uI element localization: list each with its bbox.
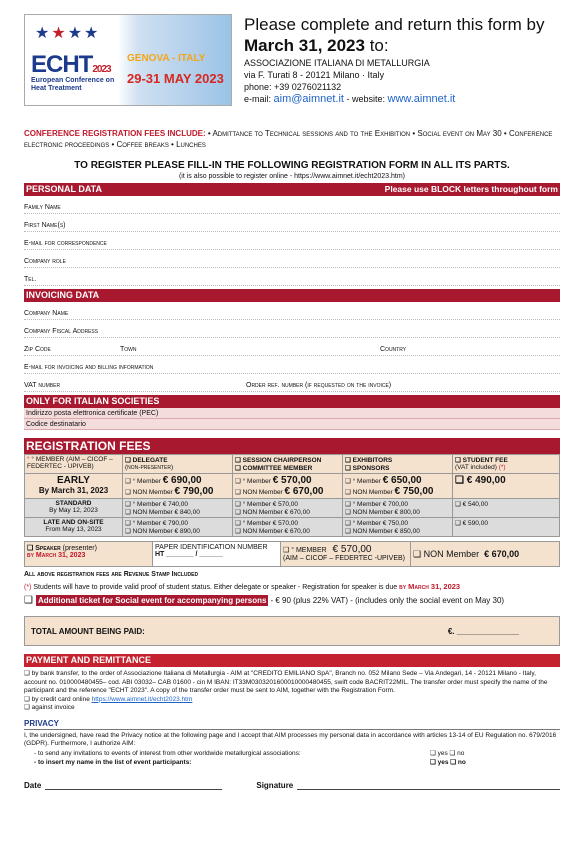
additional-ticket[interactable]: ❑ Additional ticket for Social event for accompanying persons - € 90 (plus 22% VAT) - (includes only the social event on May 30) (24, 595, 505, 606)
total-amount-field[interactable]: €. ______________ (447, 626, 519, 636)
pec-field[interactable]: Indirizzo posta elettronica certificate (PEC) (24, 408, 560, 419)
tel-field[interactable]: Tel. (24, 268, 560, 286)
signature-row: Date Signature (24, 781, 560, 790)
total-amount: TOTAL AMOUNT BEING PAID: €. ______________ (24, 616, 560, 646)
instruction-sub: (it is also possible to register online - https://www.aimnet.it/echt2023.htm) (178, 173, 406, 180)
payment-section (24, 654, 560, 713)
echt-logo: ★★★★ ECHT2023 European Conference on Heat Treatment GENOVA - ITALY 29-31 MAY 2023 (24, 14, 232, 106)
date-field[interactable] (45, 781, 222, 790)
privacy-option-invitations[interactable]: - to send any invitations to events of interest from other worldwide metallurgical associations: ❑ yes ❑ no (34, 749, 465, 757)
speaker-row: ❑ Speaker (presenter) by March 31, 2023 PAPER IDENTIFICATION NUMBER HT _______ / ______ ❑ ° MEMBER € 570,00 (AIM – CICOF – FEDERTEC -UPIVEB) ❑ NON Member € 670,00 (24, 541, 560, 567)
paper-id-field[interactable]: HT _______ / ______ (155, 551, 223, 558)
speaker-checkbox[interactable]: ❑ Speaker (presenter) by March 31, 2023 (25, 542, 153, 566)
family-name-field[interactable]: Family Name (24, 196, 560, 214)
stars-icon: ★★★★ (35, 25, 101, 42)
speaker-member-checkbox[interactable]: ❑ ° MEMBER € 570,00 (AIM – CICOF – FEDERTEC -UPIVEB) (281, 542, 411, 566)
bank-transfer-option[interactable]: ❑ by bank transfer, to the order of Associazione Italiana di Metallurgia - AIM at "CREDITO EMILIANO SpA", Branch no. 052 Milano Sede – Via Andegari, 14 - 20121 Milano - Italy, account no. 010000480455– cod. ABI 03032– CAB 01600 - cin M IBAN: IT33M0303201600010000480455, swift code BACRIT22MIL. The transfer order must specify the name of the participant and the reference "ECHT 2023". A copy of the transfer order must be sent to AIM, together with the Registration Form. (24, 670, 548, 694)
company-name-field[interactable]: Company Name (24, 302, 560, 320)
deadline: March 31, 2023 (244, 36, 365, 55)
privacy-option-list[interactable]: - to insert my name in the list of event participants: ❑ yes ❑ no (34, 758, 466, 766)
credit-card-link[interactable]: https://www.aimnet.it/echt2023.htm (91, 695, 193, 703)
student-checkbox[interactable]: ❑ STUDENT FEE (VAT included) (*) (453, 455, 560, 474)
email-field[interactable]: E-mail for correspondence (24, 232, 560, 250)
codice-field[interactable]: Codice destinatario (24, 419, 560, 430)
privacy-section: PRIVACY I, the undersigned, have read the Privacy notice at the following page and I accept that AIM processes my personal data in accordance with articles 13-14 of EU Regulation no. 679/2016 (GDPR). Furthermore, I authorize AIM: - to send any invitations to events of interest from other worldwide metallurgical associations: ❑ yes ❑ no - to insert my name in the list of event participants: ❑ yes ❑ no (24, 719, 560, 767)
first-name-field[interactable]: First Name(s) (24, 214, 560, 232)
invoicing-header: INVOICING DATA (24, 289, 560, 302)
instruction: TO REGISTER PLEASE FILL-IN THE FOLLOWING REGISTRATION FORM IN ALL ITS PARTS. (74, 160, 510, 171)
zip-town-country-field[interactable]: Zip Code Town Country (24, 338, 560, 356)
fees-row-late: LATE AND ON-SITE From May 13, 2023 ❑ ° Member € 790,00 ❑ NON Member € 890,00 ❑ ° Member € 570,00 ❑ NON Member € 670,00 ❑ ° Member € 750,00 ❑ NON Member € 850,00 ❑ € 590,00 (25, 518, 560, 537)
credit-card-option[interactable]: ❑ by credit card online https://www.aimnet.it/echt2023.htm (24, 695, 193, 703)
speaker-non-member-checkbox[interactable]: ❑ NON Member € 670,00 (413, 548, 520, 559)
website-link[interactable]: www.aimnet.it (387, 93, 456, 105)
payment-header: PAYMENT AND REMITTANCE (24, 654, 560, 667)
personal-data-header: PERSONAL DATA Please use BLOCK letters throughout form (26, 184, 558, 194)
registration-fees-header: REGISTRATION FEES (24, 438, 560, 454)
contact-info: Please complete and return this form by March 31, 2023 to: ASSOCIAZIONE ITALIANA DI METALLURGIA via F. Turati 8 - 20121 Milano · Italy phone: +39 0276021132 e-mail: aim@aimnet.it - website: www.aimnet.it (244, 15, 545, 105)
company-role-field[interactable]: Company role (24, 250, 560, 268)
fees-table: ° ° MEMBER (AIM – CICOF – FEDERTEC - UPIVEB) ❑ DELEGATE (non-presenter) ❑ SESSION CHAIRPERSON ❑ COMMITTEE MEMBER ❑ EXHIBITORS ❑ SPONSORS ❑ STUDENT FEE (VAT included) (*) EARLY By March 31, 2023 ❑ ° Member € 690,00 ❑ NON Member € 790,00 ❑ ° Member € 570,00 ❑ NON Member € 670,00 ❑ ° Member € 650,00 ❑ NON Member € 750,00 ❑ € 490,00 STANDARD By May 12, 2023 ❑ ° Member € 740,00 ❑ NON Member € 840,00 ❑ ° Member € 570,00 ❑ NON Member € 670,00 ❑ ° Member € 700,00 ❑ NON Member € 800,00 ❑ € 540,00 LATE AND ON-SITE From May 13, 2023 ❑ ° Member € 790,00 ❑ NON Member € 890,00 ❑ ° Member € 570,00 ❑ NON Member € 670,00 ❑ ° Member € 750,00 ❑ NON Member € 850,00 ❑ € 590,00 (24, 454, 560, 537)
stamp-note: All above registration fees are Revenue Stamp Included (24, 571, 199, 578)
fiscal-address-field[interactable]: Company Fiscal Address (24, 320, 560, 338)
delegate-checkbox[interactable]: ❑ DELEGATE (non-presenter) (123, 455, 233, 474)
student-note: (*) Students will have to provide valid proof of student status. Either delegate or speaker - Registration for speaker is due by March 31, 2023 (24, 582, 461, 591)
fees-row-standard: STANDARD By May 12, 2023 ❑ ° Member € 740,00 ❑ NON Member € 840,00 ❑ ° Member € 570,00 ❑ NON Member € 670,00 ❑ ° Member € 700,00 ❑ NON Member € 800,00 ❑ € 540,00 (25, 499, 560, 518)
signature-field[interactable] (297, 781, 560, 790)
email-link[interactable]: aim@aimnet.it (273, 93, 344, 105)
exhibitor-checkbox[interactable]: ❑ EXHIBITORS ❑ SPONSORS (343, 455, 453, 474)
invoice-email-field[interactable]: E-mail for invoicing and billing information (24, 356, 560, 374)
header (24, 14, 560, 120)
vat-field[interactable]: VAT number Order ref. number (if requested on the invoice) (24, 374, 560, 392)
italian-societies-header: ONLY FOR ITALIAN SOCIETIES (24, 395, 560, 408)
chair-checkbox[interactable]: ❑ SESSION CHAIRPERSON ❑ COMMITTEE MEMBER (233, 455, 343, 474)
invoice-option[interactable]: ❑ against invoice (24, 704, 75, 711)
fees-row-early: EARLY By March 31, 2023 ❑ ° Member € 690,00 ❑ NON Member € 790,00 ❑ ° Member € 570,00 ❑ NON Member € 670,00 ❑ ° Member € 650,00 ❑ NON Member € 750,00 ❑ € 490,00 (25, 474, 560, 499)
fees-include: CONFERENCE REGISTRATION FEES INCLUDE: • Admittance to Technical sessions and to the Exhibition • Social event on May 30 • Conference electronic proceedings • Coffee breaks • Lunches (24, 129, 553, 149)
